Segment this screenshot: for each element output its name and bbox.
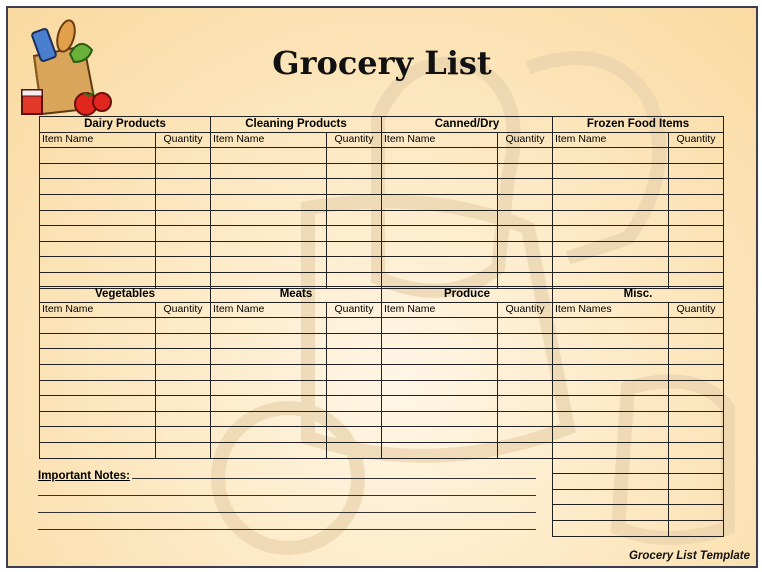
- table-row: [553, 318, 724, 334]
- item-name-cell[interactable]: [40, 364, 156, 380]
- quantity-cell[interactable]: [327, 179, 382, 195]
- section-table: [552, 286, 724, 537]
- table-row: [553, 520, 724, 536]
- quantity-cell[interactable]: [669, 489, 724, 505]
- section-6: [210, 286, 382, 459]
- item-name-cell[interactable]: [553, 505, 669, 521]
- page-title: Grocery List: [272, 44, 492, 82]
- item-name-cell[interactable]: [382, 427, 498, 443]
- quantity-cell[interactable]: [156, 241, 211, 257]
- section-table: [210, 116, 382, 289]
- item-name-header: Item Name: [40, 302, 156, 318]
- quantity-cell[interactable]: [669, 226, 724, 242]
- quantity-cell[interactable]: [498, 364, 553, 380]
- quantity-cell[interactable]: [156, 411, 211, 427]
- section-table: [552, 116, 724, 289]
- table-row: [553, 427, 724, 443]
- quantity-cell[interactable]: [669, 257, 724, 273]
- item-name-cell[interactable]: [382, 226, 498, 242]
- table-row: [40, 148, 211, 164]
- quantity-cell[interactable]: [498, 226, 553, 242]
- item-name-cell[interactable]: [40, 427, 156, 443]
- section-3: [381, 116, 553, 289]
- item-name-cell[interactable]: [382, 380, 498, 396]
- table-row: [40, 333, 211, 349]
- table-row: [553, 380, 724, 396]
- section-title: Vegetables: [40, 287, 211, 303]
- item-name-cell[interactable]: [553, 474, 669, 490]
- footer-caption: Grocery List Template: [628, 550, 750, 562]
- table-row: [382, 318, 553, 334]
- item-name-cell[interactable]: [211, 380, 327, 396]
- quantity-cell[interactable]: [327, 148, 382, 164]
- item-name-cell[interactable]: [211, 364, 327, 380]
- section-title: Produce: [382, 287, 553, 303]
- table-row: [40, 427, 211, 443]
- section-8: [552, 286, 724, 537]
- table-row: [553, 442, 724, 458]
- table-row: [382, 364, 553, 380]
- item-name-cell[interactable]: [40, 194, 156, 210]
- table-row: [211, 427, 382, 443]
- item-name-cell[interactable]: [553, 163, 669, 179]
- section-title: Cleaning Products: [211, 117, 382, 133]
- item-name-header: Item Name: [211, 132, 327, 148]
- item-name-cell[interactable]: [40, 318, 156, 334]
- notes-line[interactable]: [38, 529, 536, 530]
- quantity-cell[interactable]: [156, 318, 211, 334]
- table-row: [211, 396, 382, 412]
- item-name-cell[interactable]: [211, 318, 327, 334]
- quantity-header: Quantity: [669, 302, 724, 318]
- table-row: [382, 226, 553, 242]
- section-5: [39, 286, 211, 459]
- item-name-cell[interactable]: [382, 396, 498, 412]
- quantity-header: Quantity: [498, 132, 553, 148]
- quantity-cell[interactable]: [327, 257, 382, 273]
- item-name-cell[interactable]: [211, 148, 327, 164]
- quantity-cell[interactable]: [498, 163, 553, 179]
- quantity-cell[interactable]: [669, 333, 724, 349]
- item-name-cell[interactable]: [40, 257, 156, 273]
- item-name-cell[interactable]: [553, 194, 669, 210]
- table-row: [40, 179, 211, 195]
- quantity-cell[interactable]: [327, 226, 382, 242]
- section-table: [39, 286, 211, 459]
- item-name-cell[interactable]: [40, 380, 156, 396]
- quantity-cell[interactable]: [498, 318, 553, 334]
- quantity-cell[interactable]: [669, 318, 724, 334]
- item-name-cell[interactable]: [553, 226, 669, 242]
- quantity-cell[interactable]: [669, 194, 724, 210]
- table-row: [553, 458, 724, 474]
- table-row: [40, 257, 211, 273]
- quantity-cell[interactable]: [156, 257, 211, 273]
- item-name-cell[interactable]: [382, 318, 498, 334]
- quantity-cell[interactable]: [156, 226, 211, 242]
- quantity-cell[interactable]: [156, 210, 211, 226]
- item-name-cell[interactable]: [382, 194, 498, 210]
- item-name-cell[interactable]: [553, 442, 669, 458]
- quantity-cell[interactable]: [156, 148, 211, 164]
- item-name-cell[interactable]: [40, 241, 156, 257]
- quantity-cell[interactable]: [669, 163, 724, 179]
- item-name-cell[interactable]: [211, 241, 327, 257]
- item-name-cell[interactable]: [382, 364, 498, 380]
- page-frame: [6, 6, 758, 568]
- table-row: [382, 241, 553, 257]
- item-name-cell[interactable]: [382, 411, 498, 427]
- quantity-cell[interactable]: [327, 241, 382, 257]
- table-row: [211, 257, 382, 273]
- quantity-header: Quantity: [156, 132, 211, 148]
- table-row: [553, 396, 724, 412]
- item-name-cell[interactable]: [553, 210, 669, 226]
- item-name-header: Item Name: [40, 132, 156, 148]
- table-row: [382, 442, 553, 458]
- quantity-cell[interactable]: [498, 148, 553, 164]
- quantity-cell[interactable]: [156, 163, 211, 179]
- table-row: [211, 442, 382, 458]
- quantity-cell[interactable]: [669, 380, 724, 396]
- table-row: [382, 210, 553, 226]
- quantity-header: Quantity: [327, 302, 382, 318]
- item-name-cell[interactable]: [382, 442, 498, 458]
- quantity-cell[interactable]: [327, 396, 382, 412]
- item-name-cell[interactable]: [211, 411, 327, 427]
- quantity-cell[interactable]: [327, 349, 382, 365]
- quantity-cell[interactable]: [327, 333, 382, 349]
- section-table: [381, 116, 553, 289]
- quantity-cell[interactable]: [669, 364, 724, 380]
- notes-label: Important Notes:: [38, 470, 130, 482]
- notes-area: [38, 466, 538, 484]
- quantity-cell[interactable]: [156, 396, 211, 412]
- item-name-header: Item Names: [553, 302, 669, 318]
- quantity-cell[interactable]: [156, 194, 211, 210]
- quantity-cell[interactable]: [327, 163, 382, 179]
- item-name-cell[interactable]: [211, 442, 327, 458]
- item-name-cell[interactable]: [211, 427, 327, 443]
- quantity-cell[interactable]: [498, 210, 553, 226]
- item-name-cell[interactable]: [40, 148, 156, 164]
- quantity-cell[interactable]: [498, 396, 553, 412]
- table-row: [553, 411, 724, 427]
- table-row: [382, 194, 553, 210]
- item-name-header: Item Name: [553, 132, 669, 148]
- item-name-cell[interactable]: [553, 349, 669, 365]
- section-table: [39, 116, 211, 289]
- item-name-header: Item Name: [382, 302, 498, 318]
- quantity-cell[interactable]: [498, 257, 553, 273]
- item-name-cell[interactable]: [382, 179, 498, 195]
- section-table: [210, 286, 382, 459]
- quantity-cell[interactable]: [669, 520, 724, 536]
- item-name-cell[interactable]: [40, 442, 156, 458]
- table-row: [553, 194, 724, 210]
- table-row: [553, 489, 724, 505]
- table-row: [382, 148, 553, 164]
- table-row: [553, 349, 724, 365]
- item-name-cell[interactable]: [40, 349, 156, 365]
- table-row: [40, 163, 211, 179]
- table-row: [553, 148, 724, 164]
- quantity-cell[interactable]: [327, 194, 382, 210]
- table-row: [40, 380, 211, 396]
- section-title: Canned/Dry: [382, 117, 553, 133]
- table-row: [40, 411, 211, 427]
- quantity-cell[interactable]: [498, 194, 553, 210]
- table-row: [382, 411, 553, 427]
- item-name-cell[interactable]: [40, 333, 156, 349]
- section-7: [381, 286, 553, 459]
- table-row: [40, 364, 211, 380]
- item-name-cell[interactable]: [553, 520, 669, 536]
- table-row: [553, 226, 724, 242]
- item-name-cell[interactable]: [211, 257, 327, 273]
- table-row: [553, 241, 724, 257]
- table-row: [40, 194, 211, 210]
- table-row: [40, 318, 211, 334]
- table-row: [382, 257, 553, 273]
- item-name-cell[interactable]: [553, 380, 669, 396]
- quantity-cell[interactable]: [669, 442, 724, 458]
- table-row: [211, 349, 382, 365]
- quantity-cell[interactable]: [498, 241, 553, 257]
- table-row: [553, 163, 724, 179]
- item-name-cell[interactable]: [40, 396, 156, 412]
- item-name-cell[interactable]: [553, 458, 669, 474]
- section-title: Dairy Products: [40, 117, 211, 133]
- quantity-cell[interactable]: [156, 427, 211, 443]
- table-row: [382, 179, 553, 195]
- quantity-header: Quantity: [498, 302, 553, 318]
- quantity-cell[interactable]: [669, 210, 724, 226]
- quantity-cell[interactable]: [498, 442, 553, 458]
- notes-line[interactable]: [38, 512, 536, 513]
- quantity-cell[interactable]: [327, 318, 382, 334]
- table-row: [211, 226, 382, 242]
- item-name-cell[interactable]: [553, 148, 669, 164]
- quantity-cell[interactable]: [669, 148, 724, 164]
- table-row: [40, 442, 211, 458]
- table-row: [211, 210, 382, 226]
- table-row: [382, 349, 553, 365]
- quantity-cell[interactable]: [327, 442, 382, 458]
- quantity-cell[interactable]: [669, 396, 724, 412]
- quantity-cell[interactable]: [327, 411, 382, 427]
- table-row: [211, 241, 382, 257]
- table-row: [211, 194, 382, 210]
- table-row: [40, 226, 211, 242]
- quantity-cell[interactable]: [498, 179, 553, 195]
- quantity-cell[interactable]: [156, 380, 211, 396]
- table-row: [40, 241, 211, 257]
- table-row: [553, 333, 724, 349]
- item-name-cell[interactable]: [40, 163, 156, 179]
- table-row: [553, 179, 724, 195]
- quantity-cell[interactable]: [327, 364, 382, 380]
- item-name-cell[interactable]: [553, 364, 669, 380]
- item-name-cell[interactable]: [211, 396, 327, 412]
- table-row: [40, 210, 211, 226]
- quantity-cell[interactable]: [156, 333, 211, 349]
- quantity-cell[interactable]: [669, 349, 724, 365]
- table-row: [553, 364, 724, 380]
- item-name-cell[interactable]: [553, 333, 669, 349]
- item-name-cell[interactable]: [553, 241, 669, 257]
- item-name-cell[interactable]: [40, 411, 156, 427]
- quantity-cell[interactable]: [669, 505, 724, 521]
- quantity-cell[interactable]: [156, 364, 211, 380]
- item-name-cell[interactable]: [382, 241, 498, 257]
- table-row: [553, 210, 724, 226]
- item-name-cell[interactable]: [553, 318, 669, 334]
- item-name-cell[interactable]: [211, 163, 327, 179]
- table-row: [40, 396, 211, 412]
- table-row: [40, 349, 211, 365]
- quantity-cell[interactable]: [327, 210, 382, 226]
- table-row: [211, 179, 382, 195]
- table-row: [211, 318, 382, 334]
- section-1: [39, 116, 211, 289]
- item-name-header: Item Name: [211, 302, 327, 318]
- table-row: [382, 333, 553, 349]
- quantity-cell[interactable]: [669, 474, 724, 490]
- table-row: [382, 380, 553, 396]
- item-name-cell[interactable]: [40, 210, 156, 226]
- table-row: [382, 396, 553, 412]
- table-row: [553, 474, 724, 490]
- quantity-header: Quantity: [156, 302, 211, 318]
- item-name-cell[interactable]: [40, 226, 156, 242]
- item-name-cell[interactable]: [553, 396, 669, 412]
- quantity-cell[interactable]: [669, 427, 724, 443]
- table-row: [382, 427, 553, 443]
- section-table: [381, 286, 553, 459]
- item-name-cell[interactable]: [382, 163, 498, 179]
- quantity-cell[interactable]: [327, 380, 382, 396]
- item-name-cell[interactable]: [211, 179, 327, 195]
- item-name-cell[interactable]: [553, 411, 669, 427]
- quantity-cell[interactable]: [498, 411, 553, 427]
- quantity-cell[interactable]: [498, 427, 553, 443]
- section-2: [210, 116, 382, 289]
- item-name-cell[interactable]: [553, 427, 669, 443]
- item-name-cell[interactable]: [211, 210, 327, 226]
- quantity-cell[interactable]: [156, 179, 211, 195]
- item-name-cell[interactable]: [382, 210, 498, 226]
- quantity-cell[interactable]: [669, 241, 724, 257]
- item-name-cell[interactable]: [211, 349, 327, 365]
- item-name-cell[interactable]: [211, 333, 327, 349]
- table-row: [211, 148, 382, 164]
- notes-line[interactable]: [132, 478, 536, 479]
- quantity-cell[interactable]: [327, 427, 382, 443]
- table-row: [211, 411, 382, 427]
- notes-line[interactable]: [38, 495, 536, 496]
- quantity-cell[interactable]: [156, 349, 211, 365]
- quantity-cell[interactable]: [669, 458, 724, 474]
- section-title: Misc.: [553, 287, 724, 303]
- quantity-cell[interactable]: [498, 333, 553, 349]
- table-row: [553, 257, 724, 273]
- quantity-header: Quantity: [327, 132, 382, 148]
- item-name-cell[interactable]: [553, 179, 669, 195]
- item-name-cell[interactable]: [40, 179, 156, 195]
- quantity-cell[interactable]: [498, 380, 553, 396]
- item-name-cell[interactable]: [382, 257, 498, 273]
- item-name-cell[interactable]: [553, 489, 669, 505]
- section-title: Frozen Food Items: [553, 117, 724, 133]
- table-row: [211, 333, 382, 349]
- quantity-header: Quantity: [669, 132, 724, 148]
- item-name-cell[interactable]: [553, 257, 669, 273]
- section-title: Meats: [211, 287, 382, 303]
- quantity-cell[interactable]: [498, 349, 553, 365]
- item-name-cell[interactable]: [382, 349, 498, 365]
- item-name-cell[interactable]: [211, 226, 327, 242]
- quantity-cell[interactable]: [669, 179, 724, 195]
- quantity-cell[interactable]: [156, 442, 211, 458]
- item-name-cell[interactable]: [382, 148, 498, 164]
- table-row: [211, 380, 382, 396]
- item-name-header: Item Name: [382, 132, 498, 148]
- table-row: [211, 364, 382, 380]
- item-name-cell[interactable]: [211, 194, 327, 210]
- quantity-cell[interactable]: [669, 411, 724, 427]
- item-name-cell[interactable]: [382, 333, 498, 349]
- table-row: [553, 505, 724, 521]
- section-4: [552, 116, 724, 289]
- table-row: [382, 163, 553, 179]
- table-row: [211, 163, 382, 179]
